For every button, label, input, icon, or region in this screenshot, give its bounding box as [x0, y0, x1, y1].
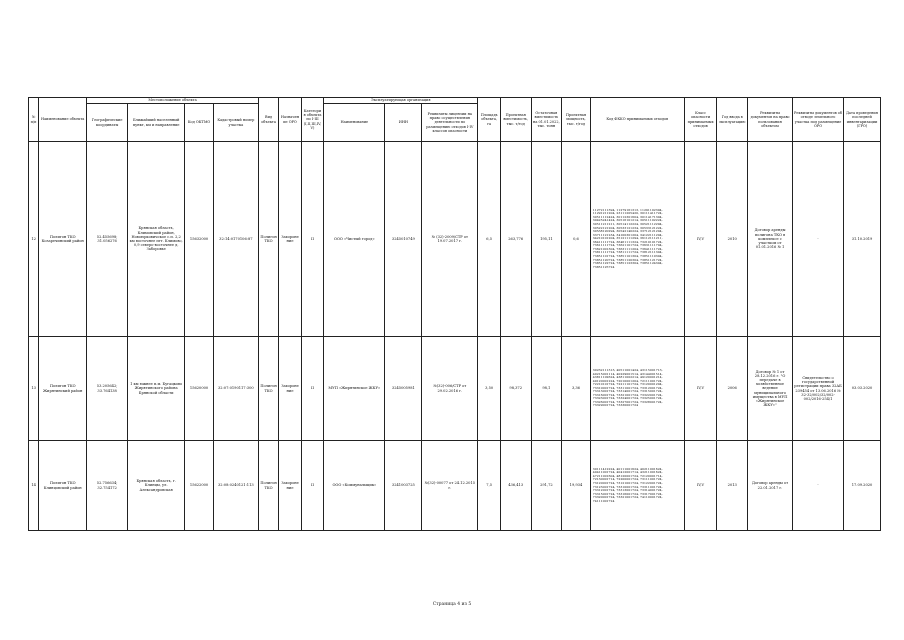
row-land: Свидетельство о государственной регистрации права 32АБ 239454 от 13.06.2016 № 32-32/002/32/002-002/2016-254/1: [793, 337, 844, 441]
row-date: 17.09.2020: [844, 441, 881, 531]
header-license: Реквизиты лицензии на право осуществления деятельности по размещению отходов I-IV классов опасности: [422, 104, 478, 142]
row-placed: 0,6: [562, 142, 591, 337]
row-category: II: [301, 337, 323, 441]
header-date: Дата проведения последней инвентаризации (ГРО): [844, 98, 881, 142]
row-org: ООО «Коммунальщик»: [324, 441, 385, 531]
header-capacity: Проектная вместимость, тыс. т/год: [500, 98, 531, 142]
page-number-footer: Страница 4 из 5: [432, 602, 472, 607]
row-org: ООО «Чистый город»: [324, 142, 385, 337]
header-class: Класс опасности принимаемых отходов: [684, 98, 717, 142]
header-operator-group: Эксплуатирующая организация: [324, 98, 478, 104]
row-date: 31.10.2019: [844, 142, 881, 337]
row-oktmo: 15622000: [185, 441, 214, 531]
row-category: II: [301, 142, 323, 337]
row-num: 13: [29, 337, 39, 441]
header-ownership: Реквизиты документов на право пользования объектом: [748, 98, 793, 142]
row-date: 03.03.2020: [844, 337, 881, 441]
row-name: Полигон ТКО Козаречинский район: [39, 142, 87, 337]
row-ownership: Договор № 1 от 28.12.2016 г. "О передаче в хозяйственное ведение муниципального имущества в МУП «Жирятинское ЖКУ»": [748, 337, 793, 441]
header-cadastral: Кадастровый номер участка: [213, 104, 258, 142]
row-nearest: 1 км южнее п.м. Бугацково Жирятинского района Брянской области: [128, 337, 185, 441]
table-row: [29, 337, 881, 441]
row-fkko-codes: 30232111313, 40511001424, 43115001713, 40215001114, 40229001514, 43144001514, 43811102624, 43811002214, 49120001214, 49120001224, 72010001204, 72111001724, 72210101724, 72211101724, 73120001204, 73310001724, 73311001724, 73312001724, 73313001724, 73314001724, 73315001724, 73316001724, 73321001724, 73322001724, 73323001724, 73324001724, 73325001724, 73326001724, 73327001724, 73328001724, 73329001724, 73330001724: [590, 337, 684, 441]
row-purpose: Захоронение: [279, 337, 301, 441]
row-oktmo: 15632000: [185, 142, 214, 337]
row-coords: 53.205642; 33.764138: [87, 337, 128, 441]
row-remaining: 291,72: [531, 441, 562, 531]
row-placed: 19,934: [562, 441, 591, 531]
row-hazard: IV,V: [684, 337, 717, 441]
row-placed: 3,36: [562, 337, 591, 441]
row-nearest: Брянская область, Климовский район, Новоюрковичское с.п. 2,2 км восточнее пгт. Климово, 0,9 северо-восточнее д. Заборовье: [128, 142, 185, 337]
row-num: 14: [29, 441, 39, 531]
row-cadastral: 32:08:0240121:113: [213, 441, 258, 531]
row-cadastral: 32:14:0170106:87: [213, 142, 258, 337]
row-license: № (32)-2009/СТР от 19.07.2017 г.: [422, 142, 478, 337]
row-inn: 3245005981: [385, 337, 422, 441]
row-purpose: Захоронение: [279, 441, 301, 531]
row-capacity: 436,413: [500, 441, 531, 531]
row-inn: 3241003725: [385, 441, 422, 531]
row-org: МУП «Жирятинское ЖКУ»: [324, 337, 385, 441]
row-fkko-codes: 11272111394, 11279161313, 11291102394, 11291211204, 23111205420, 30111411724, 30511112424, 30112301604, 30114171304, 30425241424, 30516101214, 30511102224, 30511211211, 30514112224, 30521112294, 30522121204, 30533121234, 30533121224, 30538120294, 30542140224, 33712121204, 33711121234, 34100301204, 34122111204, 34210101204, 35121111294, 36112111211, 36411111724, 36461111324, 73210101724, 73611111724, 73621101724, 73631111704, 73621001304, 73631111204, 73641111724, 73811111724, 73811111724, 73812111304, 73851101724, 73851101304, 73851110304, 73851120724, 73851120304, 73851121724, 73851122724, 73851123304, 73851124304, 73851125724: [590, 142, 684, 337]
register-table: [28, 97, 881, 531]
header-category: Категория объекта по I-III (I,II,III,IV,V): [301, 98, 323, 142]
row-type: Полигон ТКО: [258, 142, 278, 337]
row-hazard: IV,V: [684, 142, 717, 337]
header-area: Площадь объекта, га: [478, 98, 500, 142]
row-remaining: 98,1: [531, 337, 562, 441]
row-name: Полигон ТКО Клинцовский район: [39, 441, 87, 531]
header-org: Наименование: [324, 104, 385, 142]
header-coords: Географические координаты: [87, 104, 128, 142]
row-fkko-codes: 30111412224, 40111001624, 40211001624, 40411001724, 40412001714, 43211001624, 47211001604, 48120001724, 72120001714, 72130001714, 72200001724, 73111001724, 73120001724, 73121001724, 73122001724, 73123001724, 73310001724, 73311001724, 73312001724, 73313001724, 73314001724, 73315001724, 73316001724, 73317001724, 73320001724, 73321001724, 74110001724, 74111001724: [590, 441, 684, 531]
row-hazard: IV,V: [684, 441, 717, 531]
row-year: 2006: [717, 337, 748, 441]
header-num: № п/п: [29, 98, 39, 142]
row-category: II: [301, 441, 323, 531]
header-placed: Проектная мощность, тыс. т/год: [562, 98, 591, 142]
header-nearest: Ближайший населенный пункт, км и направление: [128, 104, 185, 142]
row-year: 2013: [717, 441, 748, 531]
header-remaining: Остаточная вместимость на 01.01.2022, тыс. тонн: [531, 98, 562, 142]
header-name: Наименование объекта: [39, 98, 87, 142]
header-location-group: Местоположение объекта: [87, 98, 259, 104]
row-type: Полигон ТКО: [258, 441, 278, 531]
row-type: Полигон ТКО: [258, 337, 278, 441]
table-row: [29, 441, 881, 531]
row-oktmo: 15620000: [185, 337, 214, 441]
row-ownership: Договор аренды полигона ТКО в комплексе с участком от 01.01.2016 № 1: [748, 142, 793, 337]
row-inn: 3245010749: [385, 142, 422, 337]
row-purpose: Захоронение: [279, 142, 301, 337]
header-purpose: Назначение ОРО: [279, 98, 301, 142]
row-license: №(32)-00077 от 24.12.2015 г.: [422, 441, 478, 531]
row-area: 6,5: [478, 142, 500, 337]
row-coords: 52.756634; 32.754172: [87, 441, 128, 531]
row-year: 2010: [717, 142, 748, 337]
header-oktmo: Код ОКТМО: [185, 104, 214, 142]
row-area: 3,50: [478, 337, 500, 441]
row-name: Полигон ТКО Жирятинский район: [39, 337, 87, 441]
row-nearest: Брянская область, г. Клинцы, ул. Александровская: [128, 441, 185, 531]
row-num: 12: [29, 142, 39, 337]
header-inn: ИНН: [385, 104, 422, 142]
row-land: -: [793, 441, 844, 531]
header-land: Реквизиты документов об отводе земельного участка под размещение ОРО: [793, 98, 844, 142]
row-capacity: 98,372: [500, 337, 531, 441]
row-cadastral: 32:07:0190117:300: [213, 337, 258, 441]
row-license: №(32)-006/СТР от 29.02.2016 г.: [422, 337, 478, 441]
row-area: 7,5: [478, 441, 500, 531]
header-year: Год ввода в эксплуатацию: [717, 98, 748, 142]
row-land: -: [793, 142, 844, 337]
table-row: [29, 142, 881, 337]
header-fkko: Код ФККО принимаемых отходов: [590, 98, 684, 142]
row-ownership: Договор аренды от 22.01.2017 г.: [748, 441, 793, 531]
row-capacity: 263,776: [500, 142, 531, 337]
row-coords: 52.455698; 31.056276: [87, 142, 128, 337]
header-type: Вид объекта: [258, 98, 278, 142]
row-remaining: 195,11: [531, 142, 562, 337]
